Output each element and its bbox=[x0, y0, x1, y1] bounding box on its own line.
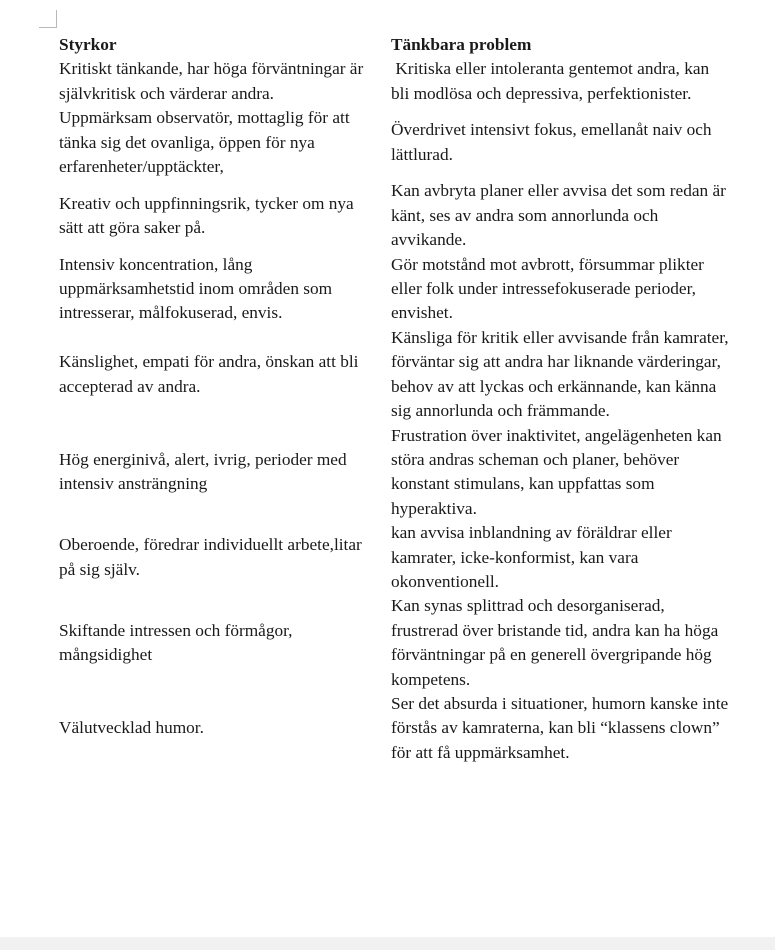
table-row bbox=[54, 692, 734, 765]
header-strengths: Styrkor bbox=[59, 35, 117, 54]
table-row bbox=[54, 57, 734, 106]
strength-cell: Oberoende, föredrar individuellt arbete,litar på sig själv. bbox=[59, 535, 362, 579]
strength-cell: Kritiskt tänkande, har höga förväntningar är självkritisk och värderar andra. bbox=[59, 59, 364, 103]
problem-cell: kan avvisa inblandning av föräldrar eller kamrater, icke-konformist, kan vara okonventionell. bbox=[391, 523, 672, 591]
table-row bbox=[54, 253, 734, 326]
table-row bbox=[54, 326, 734, 424]
problem-cell: Frustration över inaktivitet, angelägenheten kan störa andras scheman och planer, behöver konstant stimulans, kan uppfattas som hyperaktiva. bbox=[391, 425, 722, 518]
page-corner-marker bbox=[39, 10, 57, 28]
problem-cell: Ser det absurda i situationer, humorn kanske inte förstås av kamraterna, kan bli “klassens clown” för att få uppmärksamhet. bbox=[391, 693, 729, 762]
problem-cell: Kan synas splittrad och desorganiserad, frustrerad över bristande tid, andra kan ha höga förväntningar på en generell övergripande hög kompetens. bbox=[391, 596, 719, 689]
table-header-row bbox=[54, 33, 734, 57]
strength-cell: Kreativ och uppfinningsrik, tycker om nya sätt att göra saker på. bbox=[59, 193, 354, 238]
table-row bbox=[54, 424, 734, 522]
problem-cell: Kan avbryta planer eller avvisa det som redan är känt, ses av andra som annorlunda och avvikande. bbox=[391, 181, 726, 250]
table-row bbox=[54, 179, 734, 252]
strength-cell: Känslighet, empati för andra, önskan att bli accepterad av andra. bbox=[59, 352, 359, 396]
problem-cell: Kritiska eller intoleranta gentemot andra, kan bli modlösa och depressiva, perfektionister. bbox=[391, 59, 714, 103]
header-possible-problems: Tänkbara problem bbox=[391, 35, 532, 54]
strengths-problems-table bbox=[54, 33, 734, 765]
strength-cell: Hög energinivå, alert, ivrig, perioder med intensiv ansträngning bbox=[59, 449, 347, 494]
problem-cell: Överdrivet intensivt fokus, emellanåt naiv och lättlurad. bbox=[391, 120, 712, 164]
table-row bbox=[54, 594, 734, 692]
strength-cell: Välutvecklad humor. bbox=[59, 718, 204, 738]
strength-cell: Skiftande intressen och förmågor, mångsidighet bbox=[59, 620, 293, 665]
problem-cell: Känsliga för kritik eller avvisande från kamrater, förväntar sig att andra har liknande värderingar, behov av att lyckas och erkännande, kan känna sig annorlunda och främmande. bbox=[391, 327, 729, 421]
table-row bbox=[54, 521, 734, 594]
strength-cell: Uppmärksam observatör, mottaglig för att tänka sig det ovanliga, öppen för nya erfarenheter/upptäckter, bbox=[59, 108, 350, 177]
strength-cell: Intensiv koncentration, lång uppmärksamhetstid inom områden som intresserar, målfokuserad, envis. bbox=[59, 254, 333, 323]
problem-cell: Gör motstånd mot avbrott, försummar plikter eller folk under intressefokuserade perioder, envishet. bbox=[391, 254, 704, 323]
table-row bbox=[54, 106, 734, 179]
